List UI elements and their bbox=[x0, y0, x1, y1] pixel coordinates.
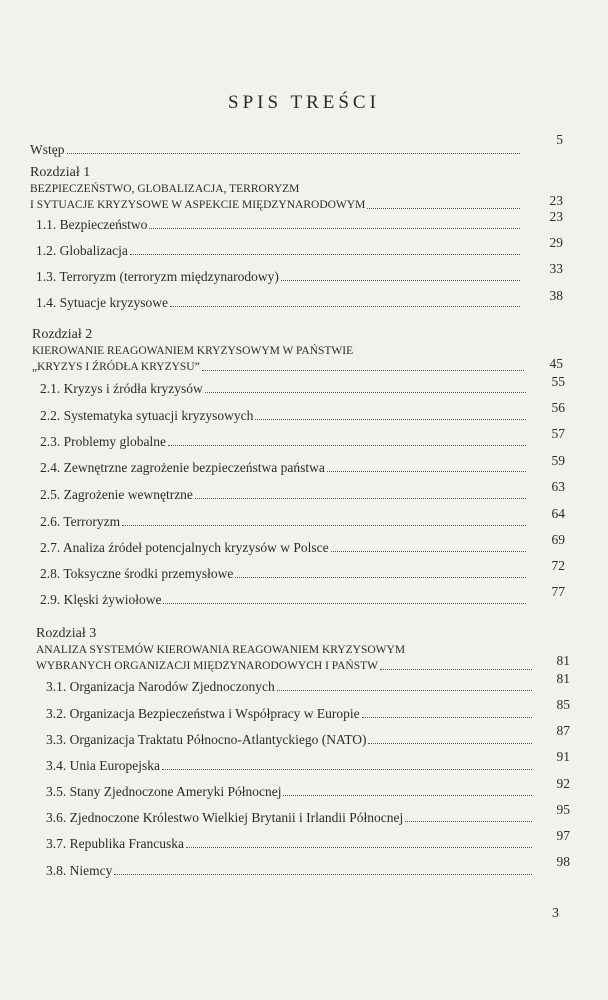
toc-page-number: 64 bbox=[551, 506, 565, 521]
dot-leader bbox=[405, 821, 532, 822]
toc-row-label: 2.9. Klęski żywiołowe bbox=[40, 592, 162, 607]
toc-row bbox=[40, 380, 526, 397]
chapter-title-line: BEZPIECZEŃSTWO, GLOBALIZACJA, TERRORYZM bbox=[30, 183, 300, 195]
page-number: 3 bbox=[552, 906, 559, 921]
toc-page-number: 77 bbox=[551, 584, 565, 599]
dot-leader bbox=[281, 280, 520, 281]
dot-leader bbox=[170, 306, 520, 307]
toc-row bbox=[46, 731, 532, 748]
toc-page-number: 38 bbox=[549, 288, 563, 303]
toc-page-number: 33 bbox=[549, 261, 563, 276]
chapter-title-line: WYBRANYCH ORGANIZACJI MIĘDZYNARODOWYCH I PAŃSTW bbox=[36, 660, 379, 672]
dot-leader bbox=[202, 370, 524, 371]
dot-leader bbox=[277, 690, 532, 691]
dot-leader bbox=[163, 603, 526, 604]
toc-row-label: 3.5. Stany Zjednoczone Ameryki Północnej bbox=[46, 784, 282, 799]
toc-row bbox=[40, 486, 526, 503]
toc-row bbox=[30, 197, 520, 213]
toc-row-label: 3.3. Organizacja Traktatu Północno-Atlantyckiego (NATO) bbox=[46, 732, 367, 747]
toc-page-number: 45 bbox=[549, 356, 563, 371]
chapter-3 bbox=[36, 625, 532, 674]
toc-row bbox=[30, 141, 520, 158]
toc-page-number: 69 bbox=[551, 532, 565, 547]
toc-row bbox=[36, 242, 520, 259]
chapter-title-line: ANALIZA SYSTEMÓW KIEROWANIA REAGOWANIEM KRYZYSOWYM bbox=[36, 644, 406, 656]
dot-leader bbox=[122, 525, 526, 526]
toc-page-number: 23 bbox=[549, 193, 563, 208]
toc-row-label: 2.1. Kryzys i źródła kryzysów bbox=[40, 381, 203, 396]
toc-row-label: 3.6. Zjednoczone Królestwo Wielkiej Brytanii i Irlandii Północnej bbox=[46, 810, 404, 825]
dot-leader bbox=[235, 577, 526, 578]
dot-leader bbox=[327, 471, 526, 472]
dot-leader bbox=[362, 717, 532, 718]
toc-page-number: 97 bbox=[556, 828, 570, 843]
toc-row-label: 2.2. Systematyka sytuacji kryzysowych bbox=[40, 408, 254, 423]
toc-row bbox=[40, 591, 526, 608]
toc-row-label: 3.1. Organizacja Narodów Zjednoczonych bbox=[46, 679, 275, 694]
chapter-label: Rozdział 3 bbox=[36, 626, 97, 641]
toc-row-label: 2.8. Toksyczne środki przemysłowe bbox=[40, 566, 234, 581]
toc-row bbox=[40, 459, 526, 476]
dot-leader bbox=[195, 498, 526, 499]
toc-row-label: 1.3. Terroryzm (terroryzm międzynarodowy) bbox=[36, 269, 279, 284]
toc-row bbox=[36, 216, 520, 233]
toc-row-label: 2.4. Zewnętrzne zagrożenie bezpieczeństwa państwa bbox=[40, 460, 325, 475]
toc-row-label: 3.7. Republika Francuska bbox=[46, 836, 184, 851]
toc-row bbox=[40, 565, 526, 582]
dot-leader bbox=[114, 874, 532, 875]
toc-row bbox=[40, 513, 526, 530]
toc-page-number: 23 bbox=[549, 209, 563, 224]
toc-row bbox=[32, 359, 524, 375]
dot-leader bbox=[67, 153, 521, 154]
toc-row bbox=[36, 294, 520, 311]
toc-page-number: 85 bbox=[556, 697, 570, 712]
toc-row bbox=[40, 433, 526, 450]
toc-row-label: 2.7. Analiza źródeł potencjalnych kryzysów w Polsce bbox=[40, 540, 329, 555]
dot-leader bbox=[205, 392, 526, 393]
toc-page-number: 55 bbox=[551, 374, 565, 389]
chapter-title-line: „KRYZYS I ŹRÓDŁA KRYZYSU” bbox=[32, 361, 200, 373]
toc-page-number: 59 bbox=[551, 453, 565, 468]
dot-leader bbox=[380, 669, 532, 670]
chapter-title-line: I SYTUACJE KRYZYSOWE W ASPEKCIE MIĘDZYNARODOWYM bbox=[30, 199, 366, 211]
toc-page-number: 95 bbox=[556, 802, 570, 817]
toc-page-number: 72 bbox=[551, 558, 565, 573]
dot-leader bbox=[255, 419, 526, 420]
chapter-label: Rozdział 2 bbox=[32, 327, 93, 342]
toc-row-label: 2.5. Zagrożenie wewnętrzne bbox=[40, 487, 193, 502]
dot-leader bbox=[149, 228, 520, 229]
toc-row bbox=[46, 809, 532, 826]
toc-page-number: 87 bbox=[556, 723, 570, 738]
dot-leader bbox=[331, 551, 526, 552]
toc-page-number: 29 bbox=[549, 235, 563, 250]
toc-row-label: 1.1. Bezpieczeństwo bbox=[36, 217, 148, 232]
toc-row-label: Wstęp bbox=[30, 142, 65, 157]
chapter-label: Rozdział 1 bbox=[30, 165, 91, 180]
toc-row bbox=[46, 757, 532, 774]
toc-page-number: 57 bbox=[551, 426, 565, 441]
intro-entry bbox=[30, 141, 520, 158]
toc-row-label: 3.8. Niemcy bbox=[46, 863, 113, 878]
toc-row-label: 1.2. Globalizacja bbox=[36, 243, 128, 258]
page-title: SPIS TREŚCI bbox=[228, 92, 380, 113]
toc-row bbox=[46, 783, 532, 800]
toc-row bbox=[36, 658, 532, 674]
toc-page-number: 56 bbox=[551, 400, 565, 415]
toc-row-label: 3.2. Organizacja Bezpieczeństwa i Współpracy w Europie bbox=[46, 706, 360, 721]
toc-row bbox=[46, 678, 532, 695]
toc-page-number: 92 bbox=[556, 776, 570, 791]
dot-leader bbox=[186, 847, 532, 848]
toc-row-label: 2.6. Terroryzm bbox=[40, 514, 121, 529]
toc-row-label: 2.3. Problemy globalne bbox=[40, 434, 166, 449]
toc-page-number: 81 bbox=[556, 671, 570, 686]
toc-row bbox=[40, 407, 526, 424]
toc-page-number: 5 bbox=[556, 132, 563, 147]
toc-page-number: 63 bbox=[551, 479, 565, 494]
chapter-title-line: KIEROWANIE REAGOWANIEM KRYZYSOWYM W PAŃSTWIE bbox=[32, 345, 354, 357]
dot-leader bbox=[130, 254, 520, 255]
toc-page-number: 81 bbox=[556, 653, 570, 668]
dot-leader bbox=[283, 795, 532, 796]
toc-row-label: 1.4. Sytuacje kryzysowe bbox=[36, 295, 168, 310]
chapter-2 bbox=[32, 326, 524, 375]
toc-row bbox=[46, 862, 532, 879]
toc-row bbox=[46, 835, 532, 852]
dot-leader bbox=[162, 769, 532, 770]
toc-page-number: 91 bbox=[556, 749, 570, 764]
toc-row bbox=[40, 539, 526, 556]
toc-page-number: 98 bbox=[556, 854, 570, 869]
dot-leader bbox=[368, 743, 532, 744]
toc-row-label: 3.4. Unia Europejska bbox=[46, 758, 160, 773]
dot-leader bbox=[367, 208, 520, 209]
dot-leader bbox=[168, 445, 526, 446]
chapter-1 bbox=[30, 164, 520, 213]
toc-row bbox=[36, 268, 520, 285]
toc-row bbox=[46, 705, 532, 722]
